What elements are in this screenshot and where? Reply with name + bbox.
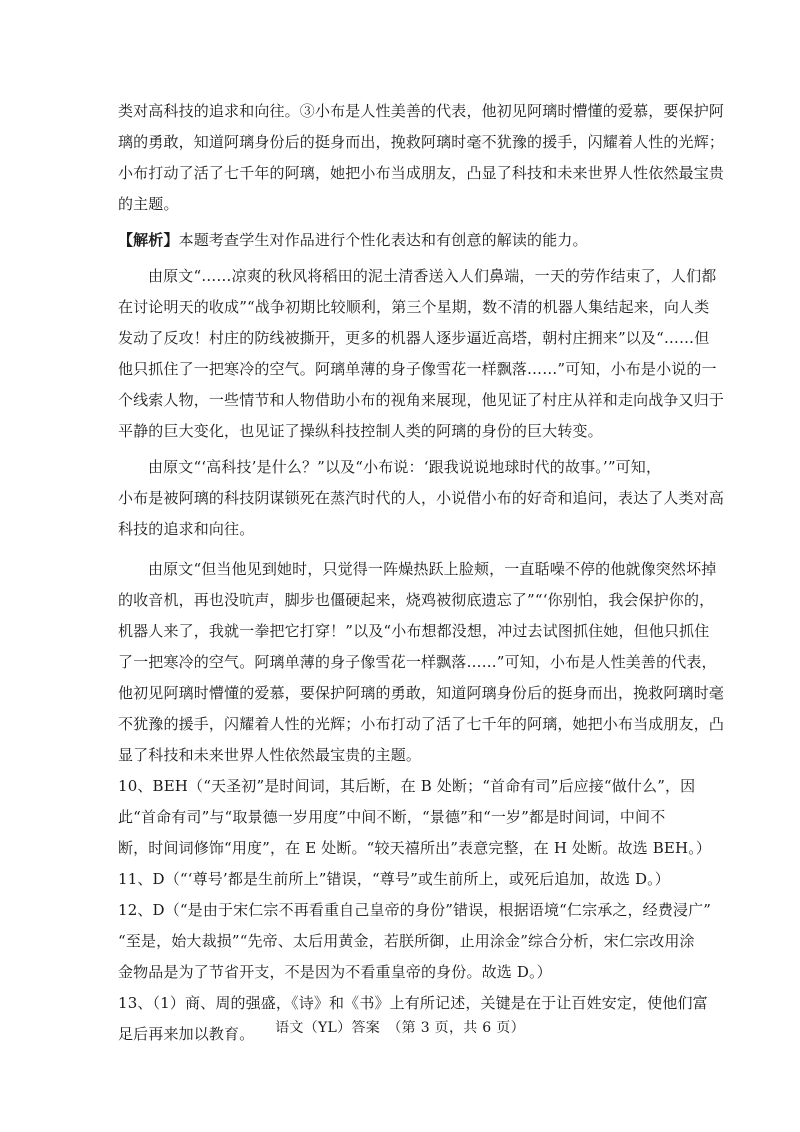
analysis-para-1-line: 由原文“……凉爽的秋风将稻田的泥土清香送入人们鼻端，一天的劳作结束了，人们都 [148, 267, 717, 285]
answer-line: 的主题。 [118, 195, 179, 213]
analysis-label: 【解析】 [118, 231, 179, 249]
answer-line: 类对高科技的追求和向往。③小布是人性美善的代表，他初见阿璃时懵懂的爱慕，要保护阿 [118, 102, 725, 120]
analysis-para-2-line: 科技的追求和向往。 [118, 520, 255, 538]
analysis-para-2-line: 小布是被阿璃的科技阴谋锁死在蒸汽时代的人，小说借小布的好奇和追问，表达了人类对高 [118, 489, 725, 507]
analysis-para-2-line: 由原文“‘高科技’是什么？”以及“小布说：‘跟我说说地球时代的故事。’”可知， [148, 458, 662, 476]
question-13-line: 13、（1）商、周的强盛，《诗》和《书》上有所记述，关键是在于让百姓安定，使他们富 [118, 994, 708, 1012]
analysis-para-1-line: 在讨论明天的收成”“战争初期比较顺利，第三个星期，数不清的机器人集结起来，向人类 [118, 298, 710, 316]
question-10-line: 此“首命有司”与“取景德一岁用度”中间不断，“景德”和“一岁”都是时间词，中间不 [118, 808, 666, 826]
question-12-line: 金物品是为了节省开支，不是因为不看重皇帝的身份。故选 D。） [118, 963, 552, 981]
question-10-line: 断，时间词修饰“用度”，在 E 处断。“较天禧所出”表意完整，在 H 处断。故选 BEH。） [118, 839, 712, 857]
analysis-para-3-line: 不犹豫的援手，闪耀着人性的光辉；小布打动了活了七千年的阿璃，她把小布当成朋友，凸 [118, 715, 725, 733]
analysis-para-1-line: 平静的巨大变化，也见证了操纵科技控制人类的阿璃的身份的巨大转变。 [118, 422, 603, 440]
analysis-para-1-line: 发动了反攻！村庄的防线被撕开，更多的机器人逐步逼近高塔，朝村庄拥来”以及“……但 [118, 329, 710, 347]
analysis-para-3-line: 机器人来了，我就一拳把它打穿！”以及“小布想都没想，冲过去试图抓住她，但他只抓住 [118, 622, 710, 640]
analysis-para-3-line: 他初见阿璃时懵懂的爱慕，要保护阿璃的勇敢，知道阿璃身份后的挺身而出，挽救阿璃时毫 [118, 684, 725, 702]
question-12-line: “至是，始大裁损”“先帝、太后用黄金，若朕所御，止用涂金”综合分析，宋仁宗改用涂 [118, 932, 695, 950]
analysis-heading-line [118, 225, 682, 256]
analysis-para-3-line: 了一把寒冷的空气。阿璃单薄的身子像雪花一样飘落……”可知，小布是人性美善的代表， [118, 653, 717, 671]
analysis-para-1-line: 个线索人物，一些情节和人物借助小布的视角来展现，他见证了村庄从祥和走向战争又归于 [118, 391, 725, 409]
question-10-line: 10、BEH（“天圣初”是时间词，其后断，在 B 处断；“首命有司”后应接“做什么”，因 [118, 777, 696, 795]
question-11-line: 11、D（“‘尊号’都是生前所上”错误，“尊号”或生前所上，或死后追加，故选 D。） [118, 870, 670, 888]
answer-line: 璃的勇敢，知道阿璃身份后的挺身而出，挽救阿璃时毫不犹豫的援手，闪耀着人性的光辉； [118, 133, 725, 151]
analysis-para-1-line: 他只抓住了一把寒冷的空气。阿璃单薄的身子像雪花一样飘落……”可知，小布是小说的一 [118, 360, 717, 378]
question-13-line: 足后再来加以教育。 [118, 1025, 255, 1043]
question-12-line: 12、D（“是由于宋仁宗不再看重自己皇帝的身份”错误，根据语境“仁宗承之，经费浸广” [118, 901, 712, 919]
answer-line: 小布打动了活了七千年的阿璃，她把小布当成朋友，凸显了科技和未来世界人性依然最宝贵 [118, 164, 725, 182]
analysis-para-3-line: 的收音机，再也没吭声，脚步也僵硬起来，烧鸡被彻底遗忘了”“‘你别怕，我会保护你的， [118, 591, 715, 609]
page-footer: 语文（YL）答案 （第 3 页，共 6 页） [275, 1020, 525, 1036]
analysis-para-3-line: 由原文“但当他见到她时，只觉得一阵燥热跃上脸颊，一直聒噪不停的他就像突然坏掉 [148, 560, 717, 578]
analysis-intro: 本题考查学生对作品进行个性化表达和有创意的解读的能力。 [178, 231, 588, 249]
analysis-para-3-line: 显了科技和未来世界人性依然最宝贵的主题。 [118, 746, 422, 764]
